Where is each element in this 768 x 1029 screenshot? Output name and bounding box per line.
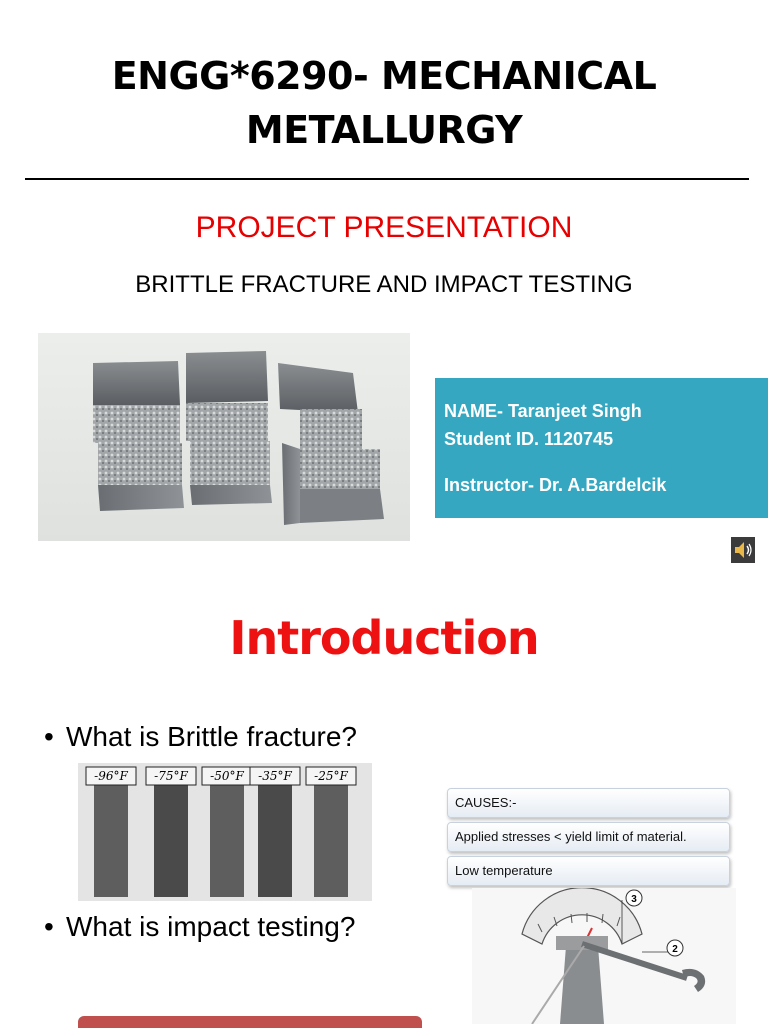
specimen-label: -96°F (94, 769, 128, 783)
slide-subtitle: PROJECT PRESENTATION (195, 211, 573, 244)
slide-title: ENGG*6290- MECHANICAL METALLURGY (111, 54, 657, 152)
slide-topic: BRITTLE FRACTURE AND IMPACT TESTING (135, 271, 633, 298)
specimen-label: -25°F (314, 769, 348, 783)
specimen-bar (94, 785, 128, 897)
bullet-dot-icon: • (44, 911, 54, 942)
specimen-label: -75°F (154, 769, 188, 783)
instructor: Instructor- Dr. A.Bardelcik (444, 475, 667, 495)
speaker-icon[interactable] (731, 537, 755, 563)
presenter-name: NAME- Taranjeet Singh (444, 401, 642, 421)
presenter-info-box (435, 378, 768, 518)
student-id: Student ID. 1120745 (444, 429, 614, 449)
title-divider (25, 178, 749, 180)
specimen-label: -50°F (210, 769, 244, 783)
diagram-label: 3 (631, 894, 637, 905)
cause-item: Low temperature (447, 856, 730, 886)
bullet-brittle-fracture: • What is Brittle fracture? (44, 721, 357, 752)
fractured-specimens-photo (38, 333, 410, 541)
specimen-bar (314, 785, 348, 897)
causes-header: CAUSES:- (447, 788, 730, 818)
introduction-slide (0, 590, 768, 1024)
specimen-label: -35°F (258, 769, 292, 783)
specimen-bar (258, 785, 292, 897)
bullet-impact-testing: • What is impact testing? (44, 911, 356, 942)
bottom-red-box (78, 1016, 422, 1028)
specimen-bar (154, 785, 188, 897)
specimens-illustration (38, 333, 410, 541)
diagram-label: 2 (672, 944, 678, 955)
fracture-specimens-photo (78, 763, 372, 901)
bullet-dot-icon: • (44, 721, 54, 752)
cause-item: Applied stresses < yield limit of material. (447, 822, 730, 852)
introduction-heading: Introduction (229, 611, 539, 665)
specimen-bar (210, 785, 244, 897)
impact-tester-diagram (472, 888, 736, 1024)
specimen-row-illustration (78, 763, 372, 901)
